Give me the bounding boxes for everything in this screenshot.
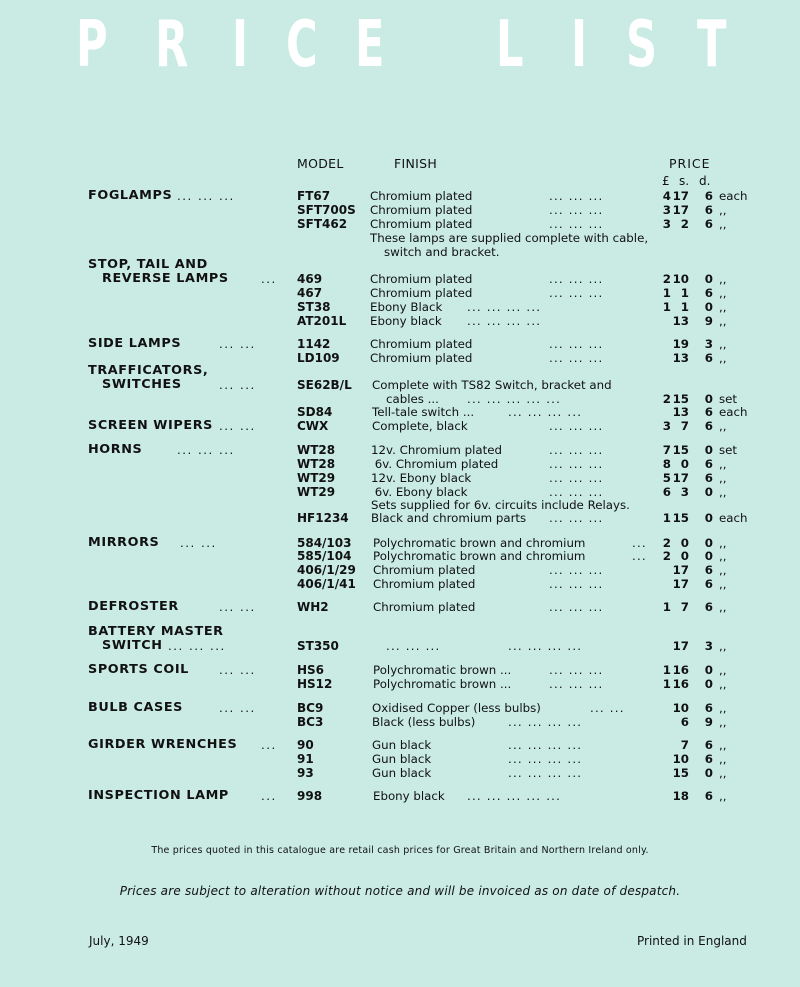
table-row: 469 Chromium plated ... ... ... 2 10 0 ,, [297,272,727,286]
category-label: HORNS ... ... ... [88,442,235,457]
note-text: switch and bracket. [384,245,500,259]
table-row: HS6 Polychromatic brown ... ... ... ... 1 16 0 ,, [297,663,727,677]
category-label: DEFROSTER ... ... [88,599,256,614]
table-row: 90 Gun black ... ... ... ... 7 6 ,, [297,738,727,752]
table-row: SFT700S Chromium plated ... ... ... 3 17 6 ,, [297,203,727,217]
note-text: These lamps are supplied complete with cable, [370,231,649,245]
model-header: MODEL [297,156,344,171]
table-row: SD84 Tell-tale switch ... ... ... ... ... 13 6 each [297,405,748,419]
title-letter: P [76,8,108,82]
table-row: cables ... ... ... ... ... ... 2 15 0 set [386,392,738,406]
table-row: LD109 Chromium plated ... ... ... 13 6 ,, [297,351,727,365]
table-row: 998 Ebony black ... ... ... ... ... 18 6 ,, [297,789,727,803]
category-label: SWITCH ... ... ... [102,638,226,653]
category-label: REVERSE LAMPS ... [102,271,277,286]
table-row: CWX Complete, black ... ... ... 3 7 6 ,, [297,419,727,433]
table-row: WT28 12v. Chromium plated ... ... ... 7 15 0 set [297,443,738,457]
title-letter: I [232,8,249,82]
category-label: BATTERY MASTER [88,624,224,639]
table-row: HS12 Polychromatic brown ... ... ... ... 1 16 0 ,, [297,677,727,691]
table-row: SFT462 Chromium plated ... ... ... 3 2 6 ,, [297,217,727,231]
page-title [0,8,800,83]
table-row: SE62B/L Complete with TS82 Switch, bracket and [297,378,612,392]
table-row: 584/103 Polychromatic brown and chromium ... 2 0 0 ,, [297,536,727,550]
category-label: STOP, TAIL AND [88,257,208,272]
table-row: HF1234 Black and chromium parts ... ... ... 1 15 0 each [297,511,748,525]
table-row: 93 Gun black ... ... ... ... 15 0 ,, [297,766,727,780]
category-label: SWITCHES ... ... [102,377,256,392]
title-letter: S [626,8,658,82]
title-letter: L [496,8,524,82]
title-letter: T [697,8,727,82]
table-row: FT67 Chromium plated ... ... ... 4 17 6 each [297,189,748,203]
category-label: INSPECTION LAMP ... [88,788,277,803]
table-row: WT29 6v. Ebony black ... ... ... 6 3 0 ,, [297,485,727,499]
title-letter: E [355,8,385,82]
publication-date: July, 1949 [89,934,149,948]
table-row: BC9 Oxidised Copper (less bulbs) ... ... 10 6 ,, [297,701,727,715]
table-row: 585/104 Polychromatic brown and chromium ... 2 0 0 ,, [297,549,727,563]
category-label: MIRRORS ... ... [88,535,217,550]
table-row: WT29 12v. Ebony black ... ... ... 5 17 6 ,, [297,471,727,485]
table-row: WT28 6v. Chromium plated ... ... ... 8 0 6 ,, [297,457,727,471]
table-row: ST350 ... ... ... ... ... ... ... 17 3 ,, [297,639,727,653]
title-letter: C [286,8,318,82]
category-label: SIDE LAMPS ... ... [88,336,256,351]
title-letter: R [155,8,189,82]
category-label: BULB CASES ... ... [88,700,256,715]
note-text: Sets supplied for 6v. circuits include Relays. [371,498,630,512]
category-label: FOGLAMPS ... ... ... [88,188,235,203]
pence-unit: d. [699,174,711,188]
retail-disclaimer: The prices quoted in this catalogue are retail cash prices for Great Britain and Northern Ireland only. [151,845,649,856]
table-row: 91 Gun black ... ... ... ... 10 6 ,, [297,752,727,766]
pounds-unit: £ [662,174,670,188]
table-row: ST38 Ebony Black ... ... ... ... 1 1 0 ,, [297,300,727,314]
printed-in: Printed in England [637,934,747,948]
category-label: GIRDER WRENCHES ... [88,737,277,752]
category-label: SPORTS COIL ... ... [88,662,256,677]
title-letter: I [571,8,588,82]
table-row: WH2 Chromium plated ... ... ... 1 7 6 ,, [297,600,727,614]
price-header: PRICE [669,156,711,171]
finish-header: FINISH [394,156,438,171]
category-label: SCREEN WIPERS ... ... [88,418,256,433]
table-row: 406/1/29 Chromium plated ... ... ... 17 6 ,, [297,563,727,577]
shillings-unit: s. [679,174,690,188]
table-row: 467 Chromium plated ... ... ... 1 1 6 ,, [297,286,727,300]
table-row: 406/1/41 Chromium plated ... ... ... 17 6 ,, [297,577,727,591]
category-label: TRAFFICATORS, [88,363,209,378]
table-row: 1142 Chromium plated ... ... ... 19 3 ,, [297,337,727,351]
alteration-notice: Prices are subject to alteration without notice and will be invoiced as on date of despatch. [119,884,681,898]
table-row: BC3 Black (less bulbs) ... ... ... ... 6 9 ,, [297,715,727,729]
table-row: AT201L Ebony black ... ... ... ... 13 9 ,, [297,314,727,328]
